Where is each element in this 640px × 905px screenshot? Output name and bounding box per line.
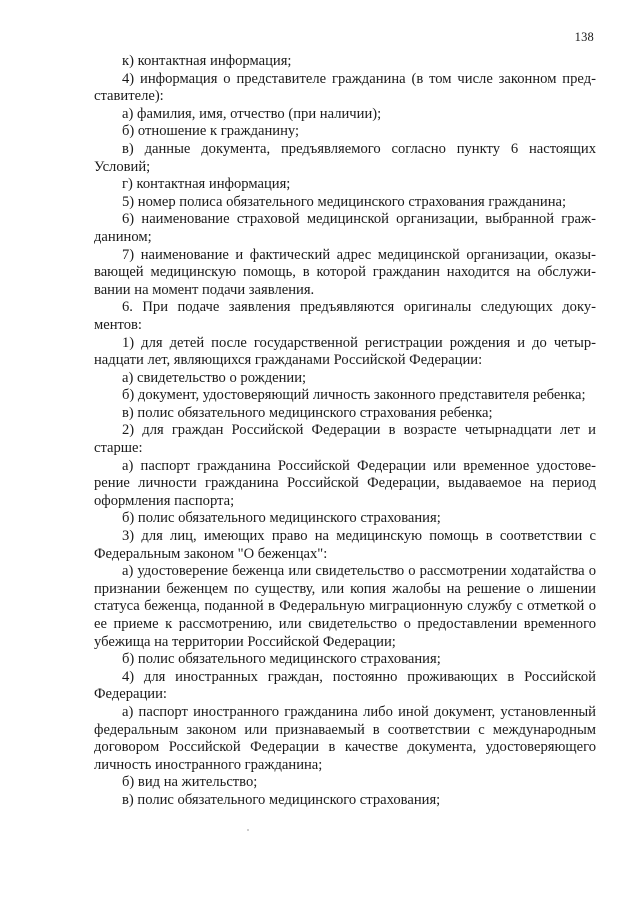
paragraph-policy-refugees: б) полис обязательного медицинского страхования; — [122, 651, 441, 668]
paragraph-representative-info: 4) информация о представителе гражданина (в том числе законном представителе): — [94, 70, 596, 105]
paragraph-refugees: 3) для лиц, имеющих право на медицинскую помощь в соответствии с Федеральным законом "О беженцах": — [94, 528, 596, 562]
paragraph-passport: а) паспорт гражданина Российской Федерации или временное удостоверение личности гражданина Российской Федерации, выдаваемое на период оформления паспорта; — [94, 457, 596, 509]
paragraph-full-name: а) фамилия, имя, отчество (при наличии); — [122, 105, 382, 122]
scan-speck — [247, 829, 249, 831]
page-number: 138 — [574, 30, 594, 44]
paragraph-refugee-documents: а) удостоверение беженца или свидетельство о рассмотрении ходатайства о признании беженцем по существу, или копия жалобы на решение о лишении статуса беженца, поданной в Федеральную миграционную службу с отметкой о ее приеме к рассмотрению, или свидетельство о предоставлении временного убежища на территории Российской Федерации; — [94, 563, 596, 650]
paragraph-rep-identity-doc: б) документ, удостоверяющий личность законного представителя ребенка; — [122, 387, 586, 404]
paragraph-citizens-14: 2) для граждан Российской Федерации в возрасте четырнадцати лет и старше: — [94, 422, 596, 457]
paragraph-insurer-name: 6) наименование страховой медицинской организации, выбранной гражданином; — [94, 211, 596, 245]
paragraph-children: 1) для детей после государственной регистрации рождения и до четырнадцати лет, являющихся гражданами Российской Федерации: — [94, 334, 596, 369]
paragraph-policy-number: 5) номер полиса обязательного медицинского страхования гражданина; — [122, 193, 567, 210]
document-body — [94, 53, 596, 810]
paragraph-birth-certificate: а) свидетельство о рождении; — [122, 369, 307, 386]
paragraph-policy-foreign: в) полис обязательного медицинского страхования; — [122, 791, 441, 808]
paragraph-foreign-passport: а) паспорт иностранного гражданина либо иной документ, установленный федеральным законом или признаваемый в соответствии с международным договором Российской Федерации в качестве документа, удостоверяющего личность иностранного гражданина; — [94, 703, 596, 773]
paragraph-medical-org: 7) наименование и фактический адрес медицинской организации, оказывающей медицинскую помощь, в которой гражданин находится на обслуживании на момент подачи заявления. — [94, 246, 596, 298]
paragraph-residence-permit: б) вид на жительство; — [122, 774, 258, 791]
paragraph-contact-info: к) контактная информация; — [122, 53, 292, 69]
paragraph-document-data: в) данные документа, предъявляемого согласно пункту 6 настоящих Условий; — [94, 140, 596, 175]
paragraph-policy-citizens: б) полис обязательного медицинского страхования; — [122, 510, 441, 527]
paragraph-section-6: 6. При подаче заявления предъявляются оригиналы следующих документов: — [94, 299, 596, 333]
paragraph-rep-contact-info: г) контактная информация; — [122, 176, 291, 193]
paragraph-foreign-residents: 4) для иностранных граждан, постоянно проживающих в Российской Федерации: — [94, 668, 596, 703]
paragraph-relation: б) отношение к гражданину; — [122, 123, 300, 140]
paragraph-child-policy: в) полис обязательного медицинского страхования ребенка; — [122, 404, 493, 421]
